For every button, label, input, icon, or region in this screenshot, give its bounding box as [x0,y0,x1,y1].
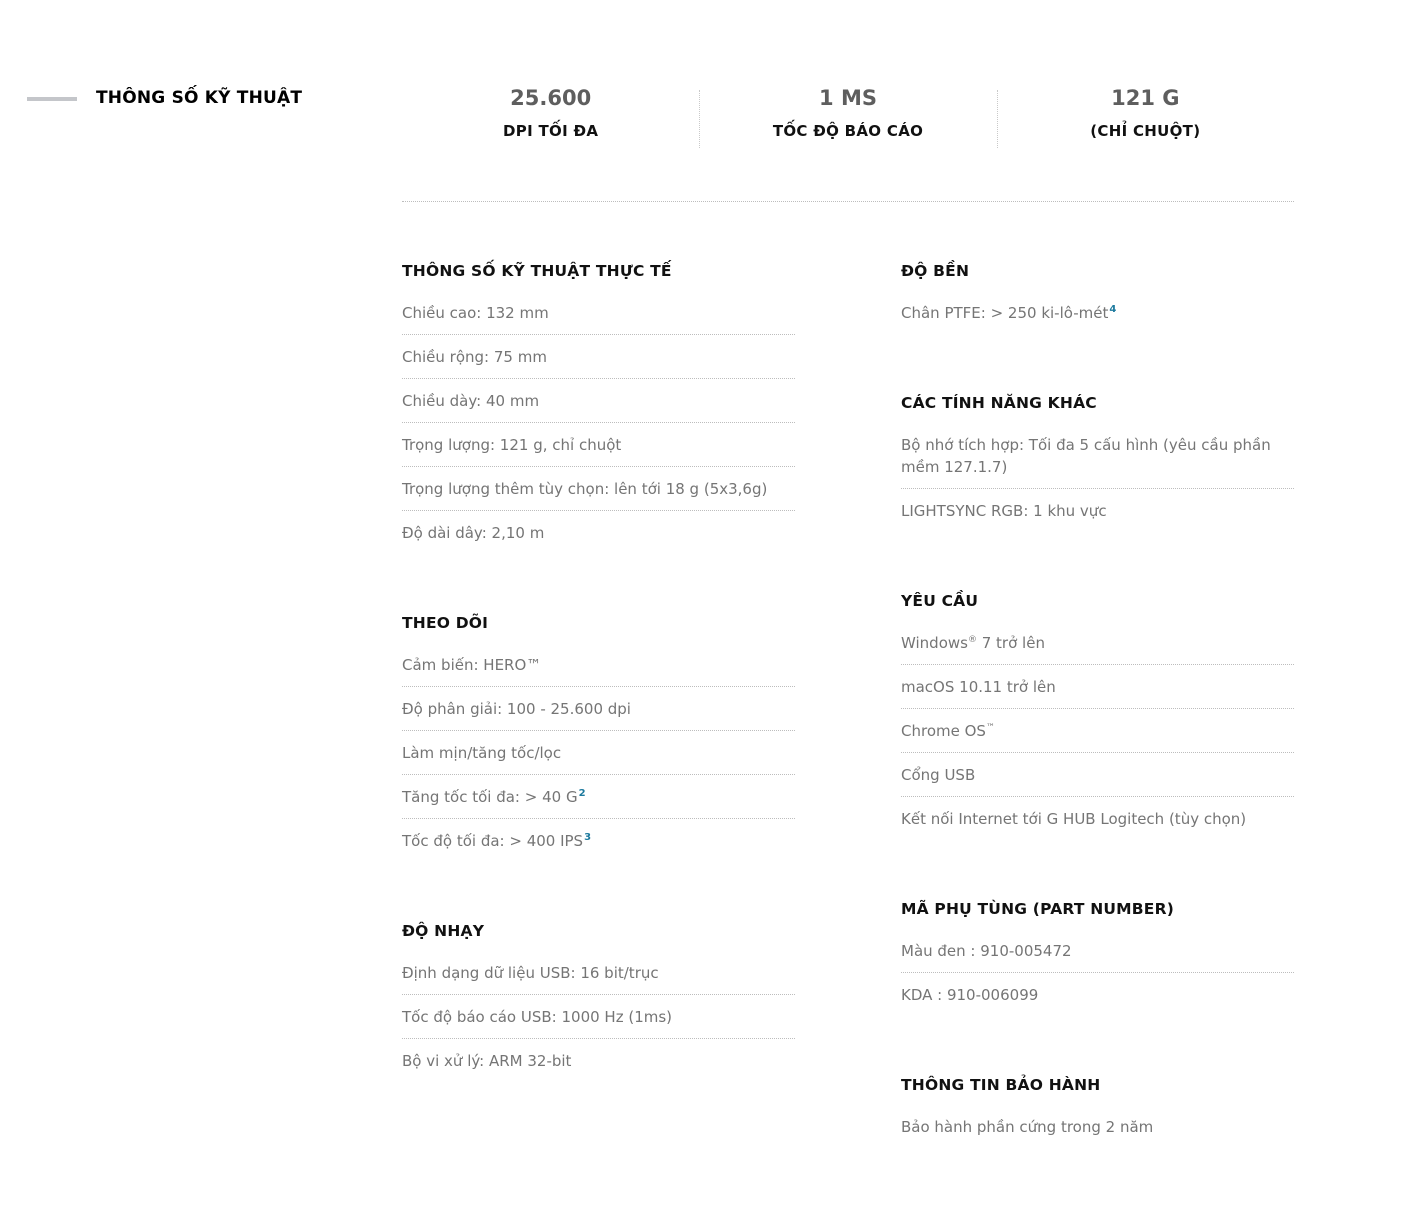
spec-item [901,973,1294,1016]
spec-item-text: Bộ vi xử lý: ARM 32-bit [402,1052,572,1070]
spec-group-title: THEO DÕI [402,614,489,632]
spec-item [901,1108,1294,1148]
spec-item [402,731,795,775]
spec-item-text: Chiều rộng: 75 mm [402,348,547,366]
spec-item [402,294,795,335]
spec-group-title: YÊU CẦU [901,592,979,610]
spec-item [901,489,1294,532]
spec-item-text: Bảo hành phần cứng trong 2 năm [901,1118,1154,1136]
spec-item [901,624,1294,665]
spec-item-text: Làm mịn/tăng tốc/lọc [402,744,562,762]
spec-group-title: CÁC TÍNH NĂNG KHÁC [901,394,1097,412]
spec-group-title: THÔNG SỐ KỸ THUẬT THỰC TẾ [402,262,672,280]
spec-item-text: Kết nối Internet tới G HUB Logitech (tùy chọn) [901,810,1247,828]
spec-item [901,797,1294,840]
footnote-link[interactable]: 2 [578,788,586,799]
spec-item [402,467,795,511]
spec-group-do-nhay [402,922,795,1082]
spec-item-text: Tốc độ tối đa: > 400 IPS [402,832,584,850]
spec-item [402,335,795,379]
spec-item-text: Chiều dày: 40 mm [402,392,540,410]
spec-list [402,294,795,554]
spec-item [901,709,1294,753]
spec-item-text: KDA : 910-006099 [901,986,1039,1004]
spec-group-do-ben [901,262,1294,334]
spec-list [901,426,1294,532]
spec-item-suffix: 7 trở lên [976,634,1045,652]
spec-group-ma-phu-tung-part-number [901,900,1294,1016]
highlight-value: 25.600 [510,86,592,110]
trademark-mark: ™ [985,723,995,733]
highlight-max-dpi [402,84,699,148]
spec-item [901,753,1294,797]
spec-group-theo-doi [402,614,795,862]
spec-item [402,646,795,687]
spec-group-thong-so-ky-thuat-thuc-te [402,262,795,554]
spec-item [901,426,1294,489]
spec-list [901,624,1294,840]
spec-item-text: Chân PTFE: > 250 ki-lô-mét [901,304,1109,322]
spec-item-text: Độ phân giải: 100 - 25.600 dpi [402,700,631,718]
spec-list [402,954,795,1082]
spec-item [402,954,795,995]
spec-group-yeu-cau [901,592,1294,840]
spec-item [901,294,1294,334]
spec-group-title: ĐỘ NHẠY [402,922,485,940]
section-marker-bar [27,97,77,101]
spec-item-text: Windows [901,634,968,652]
highlight-value: 1 MS [819,86,877,110]
spec-item-text: Chiều cao: 132 mm [402,304,549,322]
spec-list [901,1108,1294,1148]
spec-item-text: Trọng lượng thêm tùy chọn: lên tới 18 g (5x3,6g) [402,480,768,498]
spec-item-text: Bộ nhớ tích hợp: Tối đa 5 cấu hình (yêu cầu phần mềm 127.1.7) [901,436,1271,476]
highlight-weight [997,84,1294,148]
trademark-mark: ® [967,635,977,645]
spec-item-text: Tốc độ báo cáo USB: 1000 Hz (1ms) [402,1008,673,1026]
highlight-stats [402,84,1294,148]
spec-group-thong-tin-bao-hanh [901,1076,1294,1148]
spec-item-text: Định dạng dữ liệu USB: 16 bit/trục [402,964,659,982]
spec-item-text: Màu đen : 910-005472 [901,942,1072,960]
spec-item-text: macOS 10.11 trở lên [901,678,1056,696]
highlight-label: DPI TỐI ĐA [503,122,599,140]
spec-list [901,294,1294,334]
spec-item [402,775,795,819]
spec-group-cac-tinh-nang-khac [901,394,1294,532]
spec-item-text: Chrome OS [901,722,986,740]
footnote-link[interactable]: 3 [584,832,592,843]
spec-item [402,1039,795,1082]
spec-item [901,932,1294,973]
highlight-label: (CHỈ CHUỘT) [1090,122,1201,140]
spec-item [402,995,795,1039]
highlight-value: 121 G [1111,86,1180,110]
spec-item [402,819,795,862]
section-title: THÔNG SỐ KỸ THUẬT [96,88,303,108]
spec-item-text: Tăng tốc tối đa: > 40 G [402,788,578,806]
spec-item [402,423,795,467]
spec-item [402,511,795,554]
highlights-divider [402,201,1294,202]
footnote-link[interactable]: 4 [1109,304,1117,315]
spec-item [901,665,1294,709]
spec-group-title: THÔNG TIN BẢO HÀNH [901,1076,1101,1094]
spec-item-text: Độ dài dây: 2,10 m [402,524,545,542]
specs-left-column [402,262,795,1142]
specs-right-column [901,262,1294,1208]
highlight-label: TỐC ĐỘ BÁO CÁO [772,122,924,140]
spec-item-text: Cảm biến: HERO™ [402,656,542,674]
spec-item-text: Cổng USB [901,766,976,784]
spec-item [402,379,795,423]
spec-group-title: MÃ PHỤ TÙNG (PART NUMBER) [901,900,1175,918]
spec-item-text: LIGHTSYNC RGB: 1 khu vực [901,502,1107,520]
spec-item [402,687,795,731]
spec-group-title: ĐỘ BỀN [901,262,970,280]
spec-item-text: Trọng lượng: 121 g, chỉ chuột [402,436,622,454]
spec-list [402,646,795,862]
spec-list [901,932,1294,1016]
highlight-report-rate [699,84,996,148]
